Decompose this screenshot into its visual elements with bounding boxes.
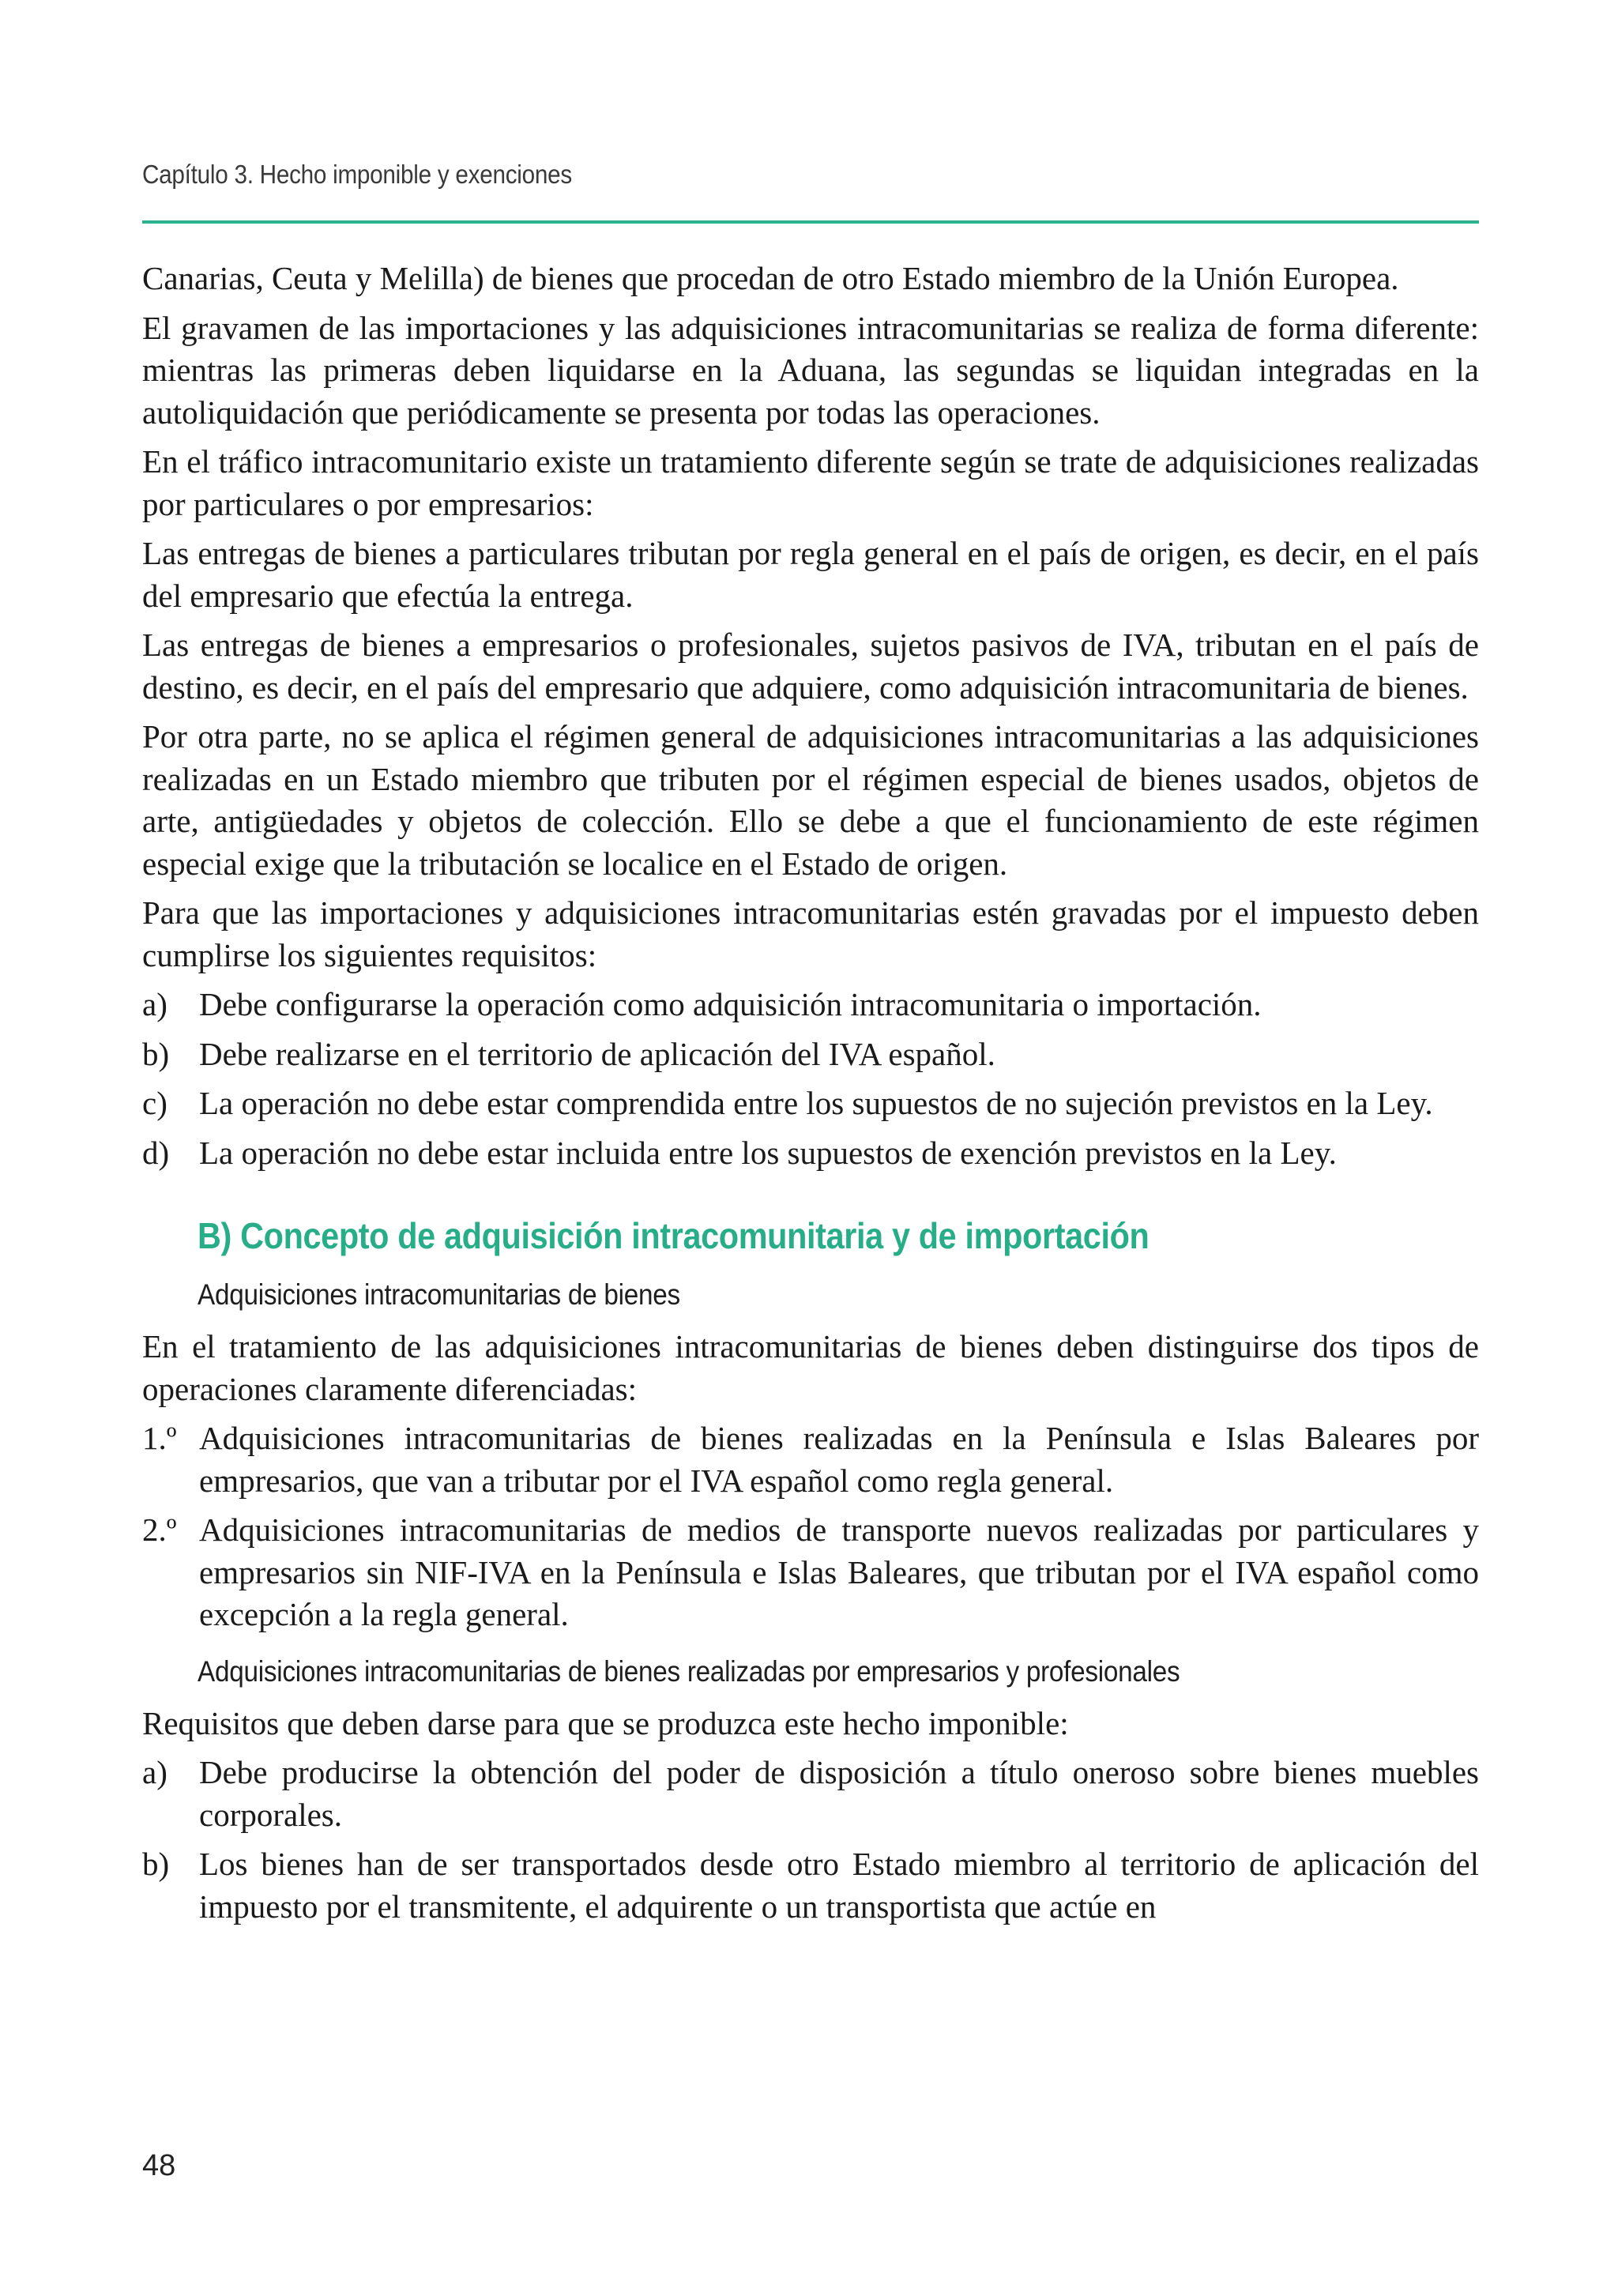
operation-type-item <box>142 1509 1479 1636</box>
item-text: Debe configurarse la operación como adquisición intracomunitaria o importación. <box>199 986 1262 1022</box>
requirement-item <box>142 1082 1479 1125</box>
item-label: b) <box>142 1035 170 1072</box>
requisito-item <box>142 1843 1479 1928</box>
paragraph: En el tráfico intracomunitario existe un tratamiento diferente según se trate de adquisiciones realizadas por particulares o por empresarios: <box>142 443 1479 522</box>
item-text: Adquisiciones intracomunitarias de medios de transporte nuevos realizadas por particulares y empresarios sin NIF-IVA en la Península e Islas Baleares, que tributan por el IVA español como excepción a la regla general. <box>199 1511 1479 1632</box>
section-heading: B) Concepto de adquisición intracomunitaria y de importación <box>198 1215 1150 1256</box>
item-text: La operación no debe estar incluida entre los supuestos de exención previstos en la Ley. <box>199 1134 1337 1171</box>
paragraph: El gravamen de las importaciones y las adquisiciones intracomunitarias se realiza de forma diferente: mientras las primeras deben liquidarse en la Aduana, las segundas se liquidan integradas en la autoliquidación que periódicamente se presenta por todas las operaciones. <box>142 309 1479 431</box>
requirement-item <box>142 1033 1479 1076</box>
item-label: a) <box>142 1754 167 1790</box>
item-text: La operación no debe estar comprendida entre los supuestos de no sujeción previstos en la Ley. <box>199 1085 1433 1121</box>
item-label: d) <box>142 1134 170 1171</box>
paragraph: Requisitos que deben darse para que se produzca este hecho imponible: <box>142 1704 1069 1741</box>
item-text: Los bienes han de ser transportados desde otro Estado miembro al territorio de aplicación del impuesto por el transmitente, el adquirente o un transportista que actúe en <box>199 1846 1479 1925</box>
item-label: 2.º <box>142 1511 177 1548</box>
paragraph: Las entregas de bienes a particulares tributan por regla general en el país de origen, es decir, en el país del empresario que efectúa la entrega. <box>142 535 1479 614</box>
item-text: Adquisiciones intracomunitarias de bienes realizadas en la Península e Islas Baleares por empresarios, que van a tributar por el IVA español como regla general. <box>199 1420 1479 1499</box>
page-number: 48 <box>142 2149 176 2182</box>
item-text: Debe producirse la obtención del poder de disposición a título oneroso sobre bienes muebles corporales. <box>199 1754 1479 1833</box>
item-label: a) <box>142 986 167 1022</box>
running-header: Capítulo 3. Hecho imponible y exenciones <box>142 160 572 189</box>
subheading: Adquisiciones intracomunitarias de bienes <box>198 1278 680 1311</box>
requirement-item <box>142 1132 1479 1175</box>
item-text: Debe realizarse en el territorio de aplicación del IVA español. <box>199 1035 995 1072</box>
requisito-item <box>142 1752 1479 1836</box>
paragraph: En el tratamiento de las adquisiciones intracomunitarias de bienes deben distinguirse dos tipos de operaciones claramente diferenciadas: <box>142 1328 1479 1407</box>
paragraph: Las entregas de bienes a empresarios o profesionales, sujetos pasivos de IVA, tributan en el país de destino, es decir, en el país del empresario que adquiere, como adquisición intracomunitaria de bienes. <box>142 627 1479 706</box>
paragraph: Para que las importaciones y adquisiciones intracomunitarias estén gravadas por el impuesto deben cumplirse los siguientes requisitos: <box>142 894 1479 973</box>
item-label: 1.º <box>142 1420 177 1456</box>
page-body <box>142 258 1479 1935</box>
header-rule <box>142 220 1479 224</box>
operation-type-item <box>142 1417 1479 1502</box>
paragraph: Por otra parte, no se aplica el régimen general de adquisiciones intracomunitarias a las adquisiciones realizadas en un Estado miembro que tributen por el régimen especial de bienes usados, objetos de arte, antigüedades y objetos de colección. Ello se debe a que el funcionamiento de este régimen especial exige que la tributación se localice en el Estado de origen. <box>142 718 1479 882</box>
item-label: b) <box>142 1846 170 1882</box>
requirement-item <box>142 984 1479 1026</box>
item-label: c) <box>142 1085 167 1121</box>
paragraph: Canarias, Ceuta y Melilla) de bienes que procedan de otro Estado miembro de la Unión Europea. <box>142 260 1399 296</box>
subheading: Adquisiciones intracomunitarias de bienes realizadas por empresarios y profesionales <box>198 1654 1180 1688</box>
